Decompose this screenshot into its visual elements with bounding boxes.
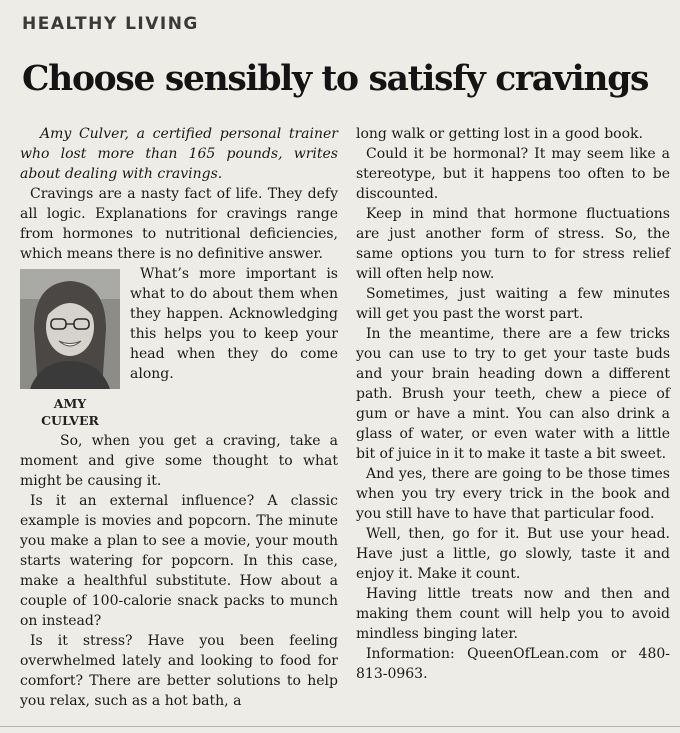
article-column-2 [356,124,670,684]
paragraph: Having little treats now and then and making them count will help you to avoid mindless binging later. [356,586,670,642]
paragraph: And yes, there are going to be those times when you try every trick in the book and you still have to have that particular food. [356,466,670,522]
photo-caption [20,395,120,429]
paragraph: long walk or getting lost in a good book. [356,126,643,142]
paragraph: What’s more important is what to do about them when they happen. Acknowledging this helps you to keep your head when they do come along. [130,266,338,382]
paragraph: Cravings are a nasty fact of life. They defy all logic. Explanations for cravings range from hormones to nutritional deficiencies, which means there is no definitive answer. [20,186,338,262]
caption-line: AMY [53,396,87,411]
author-photo-block [20,269,120,429]
section-label: HEALTHY LIVING [22,14,199,34]
paragraph: Keep in mind that hormone fluctuations are just another form of stress. So, the same options you turn to for stress relief will often help now. [356,206,670,282]
contact-info: Information: QueenOfLean.com or 480-813-0963. [356,646,670,682]
bottom-rule [0,726,680,727]
paragraph: Is it stress? Have you been feeling overwhelmed lately and looking to food for comfort? There are better solutions to help you relax, such as a hot bath, a [20,633,338,709]
article-column-1 [20,124,338,711]
paragraph: In the meantime, there are a few tricks you can use to try to get your taste buds and your brain heading down a different path. Brush your teeth, chew a piece of gum or have a mint. You can also drink a glass of water, or even water with a little bit of juice in it to make it taste a bit sweet. [356,326,670,462]
paragraph: So, when you get a craving, take a moment and give some thought to what might be causing it. [20,433,338,489]
author-intro: Amy Culver, a certified personal trainer who lost more than 165 pounds, writes about dealing with cravings. [20,126,338,182]
paragraph: Sometimes, just waiting a few minutes will get you past the worst part. [356,286,670,322]
paragraph: Well, then, go for it. But use your head. Have just a little, go slowly, taste it and enjoy it. Make it count. [356,526,670,582]
caption-line: CULVER [41,413,99,428]
paragraph: Could it be hormonal? It may seem like a stereotype, but it happens too often to be discounted. [356,146,670,202]
headline: Choose sensibly to satisfy cravings [22,59,649,99]
paragraph: Is it an external influence? A classic example is movies and popcorn. The minute you make a plan to see a movie, your mouth starts watering for popcorn. In this case, make a healthful substitute. How about a couple of 100-calorie snack packs to munch on instead? [20,493,338,629]
author-photo [20,269,120,389]
